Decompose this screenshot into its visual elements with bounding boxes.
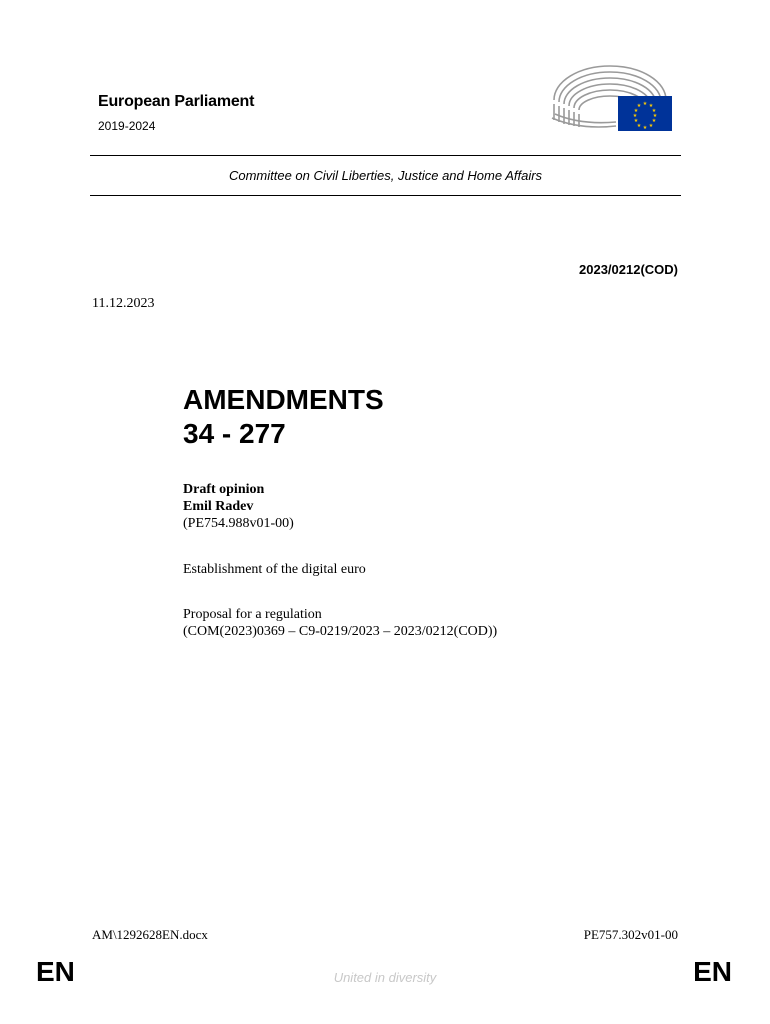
svg-text:★: ★: [651, 108, 657, 114]
procedure-reference: 2023/0212(COD): [579, 262, 678, 277]
file-reference: AM\1292628EN.docx: [92, 927, 208, 942]
document-date: 11.12.2023: [92, 296, 155, 311]
svg-text:★: ★: [642, 125, 648, 131]
language-code-left: EN: [36, 956, 75, 987]
european-parliament-logo: [550, 64, 676, 134]
eu-flag-icon: [618, 96, 672, 131]
proposal-label: Proposal for a regulation: [183, 607, 322, 622]
svg-text:★: ★: [648, 123, 654, 129]
header-divider-top: [90, 155, 681, 156]
svg-text:★: ★: [642, 101, 648, 107]
svg-text:★: ★: [633, 108, 639, 114]
rapporteur-name: Emil Radev: [183, 499, 254, 514]
svg-text:★: ★: [633, 118, 639, 124]
proposal-block: [183, 606, 497, 640]
committee-name: Committee on Civil Liberties, Justice and Home Affairs: [228, 168, 543, 183]
parliamentary-term: 2019-2024: [98, 119, 156, 133]
svg-text:★: ★: [636, 103, 642, 109]
document-title: [183, 383, 384, 451]
svg-text:★: ★: [636, 123, 642, 129]
svg-text:★: ★: [632, 113, 638, 119]
draft-opinion-reference: (PE754.988v01-00): [183, 516, 294, 531]
title-amendment-range: 34 - 277: [183, 418, 286, 449]
svg-text:★: ★: [652, 113, 658, 119]
svg-text:★: ★: [648, 103, 654, 109]
institution-name: European Parliament: [98, 93, 255, 110]
header-divider-bottom: [90, 195, 681, 196]
motto: United in diversity: [333, 970, 437, 985]
svg-text:★: ★: [651, 118, 657, 124]
draft-opinion-label: Draft opinion: [183, 482, 265, 497]
title-line-1: AMENDMENTS: [183, 384, 384, 415]
document-number: PE757.302v01-00: [583, 927, 678, 942]
proposal-references: (COM(2023)0369 – C9-0219/2023 – 2023/0212(COD)): [183, 624, 498, 639]
draft-opinion-block: [183, 481, 294, 532]
language-code-right: EN: [693, 956, 732, 987]
subject: Establishment of the digital euro: [183, 562, 366, 577]
